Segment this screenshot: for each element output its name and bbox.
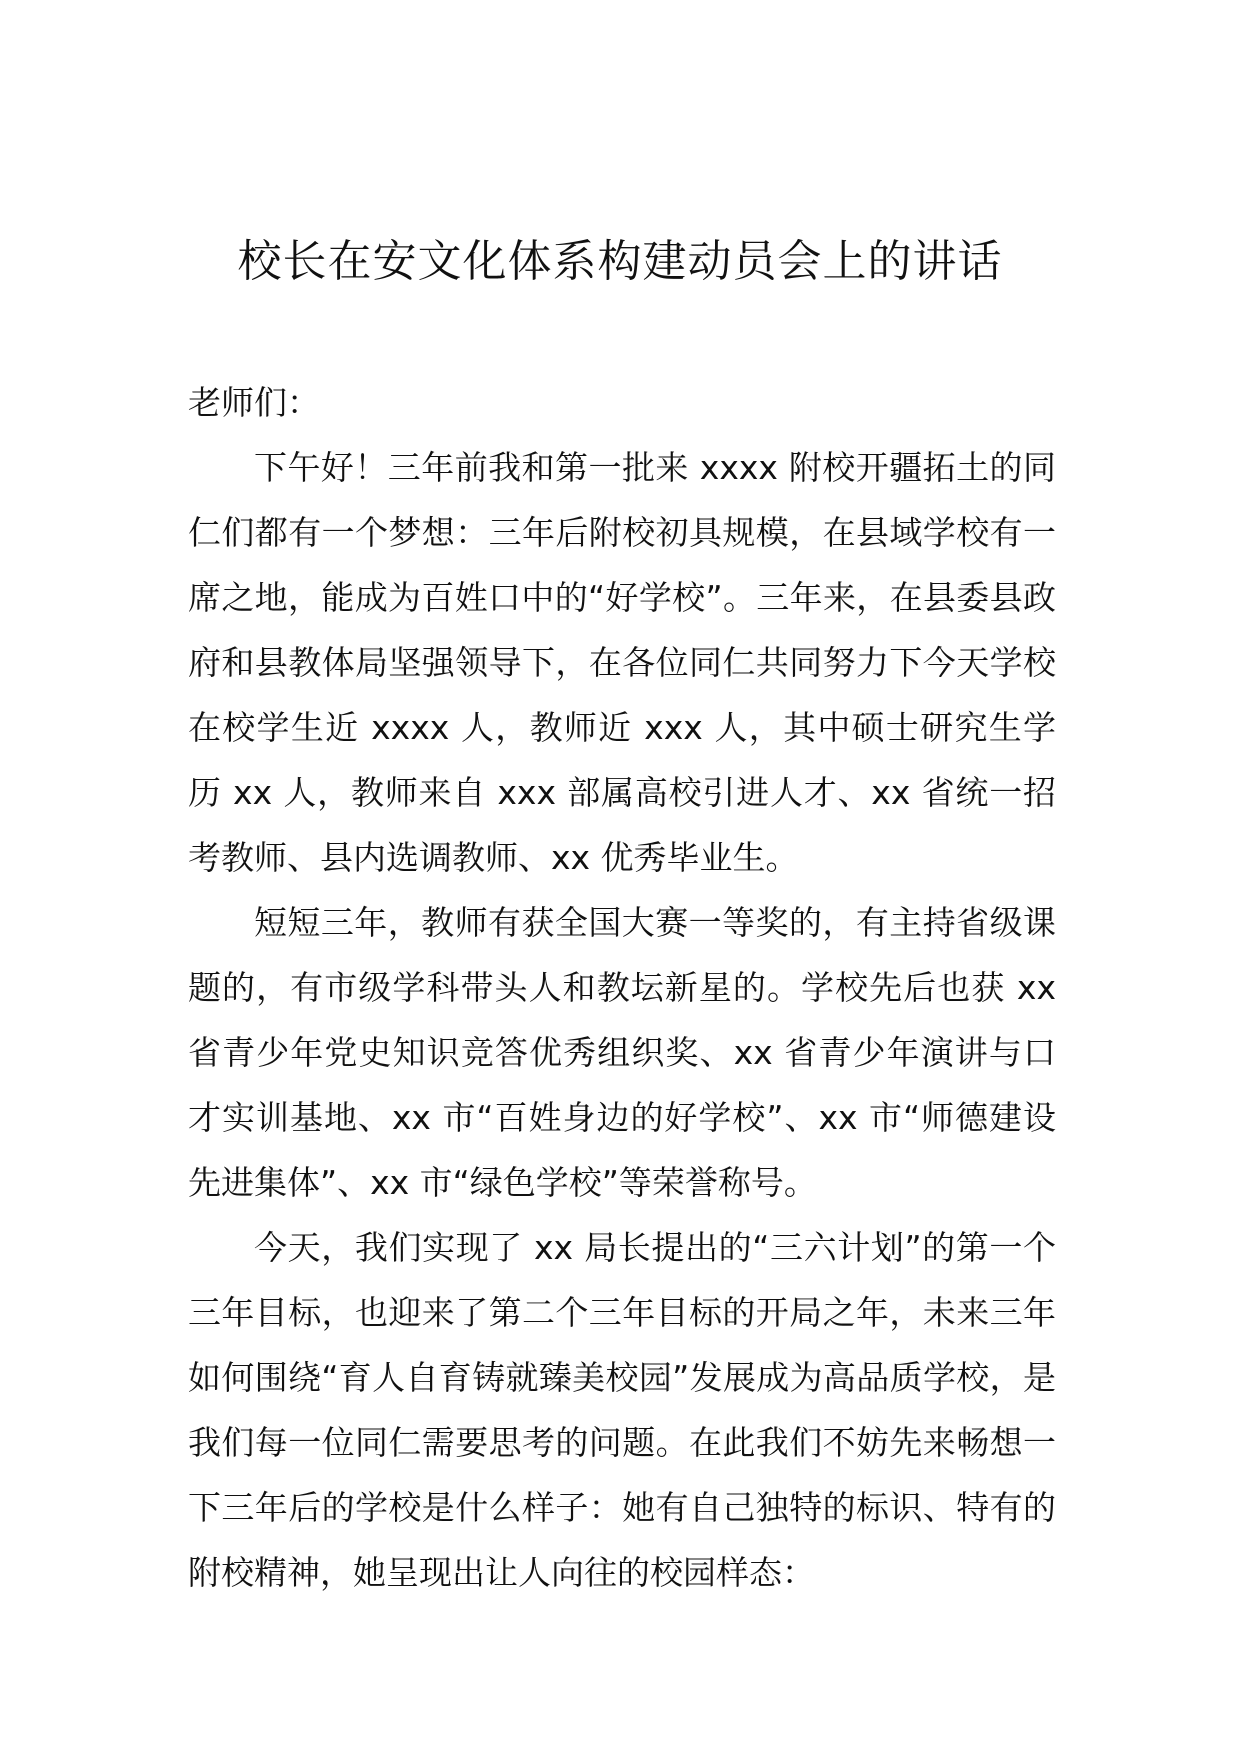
document-title: 校长在安文化体系构建动员会上的讲话 <box>237 236 1003 287</box>
paragraph-1: 下午好！三年前我和第一批来 xxxx 附校开疆拓土的同仁们都有一个梦想：三年后附校初具规模，在县域学校有一席之地，能成为百姓口中的“好学校”。三年来，在县委县政府和县教体局坚强领导下，在各位同仁共同努力下今天学校在校学生近 xxxx 人，教师近 xxx 人，其中硕士研究生学历 xx 人，教师来自 xxx 部属高校引进人才、xx 省统一招考教师、县内选调教师、xx 优秀毕业生。 <box>188 448 1056 877</box>
salutation: 老师们： <box>188 383 320 422</box>
paragraph-3: 今天，我们实现了 xx 局长提出的“三六计划”的第一个三年目标，也迎来了第二个三年目标的开局之年，未来三年如何围绕“育人自育铸就臻美校园”发展成为高品质学校，是我们每一位同仁需要思考的问题。在此我们不妨先来畅想一下三年后的学校是什么样子：她有自己独特的标识、特有的附校精神，她呈现出让人向往的校园样态： <box>188 1228 1056 1592</box>
paragraph-2: 短短三年，教师有获全国大赛一等奖的，有主持省级课题的，有市级学科带头人和教坛新星的。学校先后也获 xx 省青少年党史知识竞答优秀组织奖、xx 省青少年演讲与口才实训基地、xx 市“百姓身边的好学校”、xx 市“师德建设先进集体”、xx 市“绿色学校”等荣誉称号。 <box>188 903 1056 1202</box>
document-body <box>188 370 1056 1605</box>
